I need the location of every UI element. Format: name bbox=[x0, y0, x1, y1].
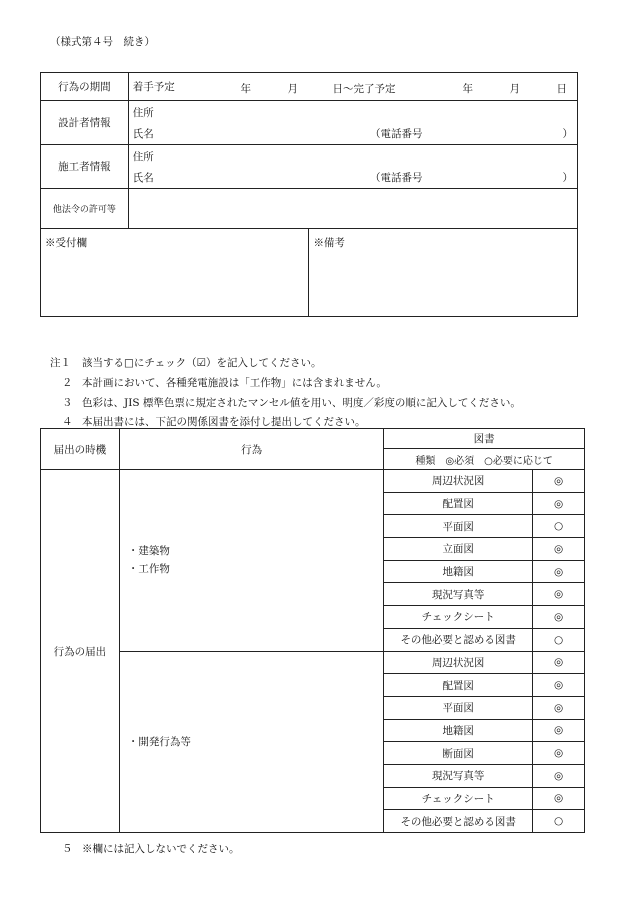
timing-header: 届出の時機 bbox=[41, 429, 120, 470]
doc-name: 立面図 bbox=[384, 538, 533, 561]
doc-row bbox=[41, 470, 585, 493]
doc-name: 現況写真等 bbox=[384, 764, 533, 787]
act-cell bbox=[119, 651, 383, 833]
documents-table bbox=[40, 428, 585, 833]
note-2: 本計画において、各種発電施設は「工作物」には含まれません。 bbox=[82, 377, 387, 389]
doc-name: その他必要と認める図書 bbox=[384, 628, 533, 651]
contractor-address: 住所 bbox=[132, 150, 154, 163]
doc-requirement-mark: ◎ bbox=[533, 560, 585, 583]
doc-requirement-mark: ○ bbox=[533, 628, 585, 651]
month-label: 月 bbox=[287, 82, 298, 95]
kind-header: 種類 ◎必須 ○必要に応じて bbox=[384, 449, 585, 470]
year-label: 年 bbox=[240, 82, 251, 95]
year2-label: 年 bbox=[462, 82, 473, 95]
other-law-field[interactable] bbox=[128, 189, 577, 229]
designer-address: 住所 bbox=[132, 106, 154, 119]
reception-box bbox=[41, 229, 309, 317]
contractor-phone: （電話番号 bbox=[370, 171, 423, 184]
designer-name: 氏名 bbox=[132, 127, 154, 140]
day2-label: 日 bbox=[556, 82, 567, 95]
designer-field[interactable] bbox=[128, 101, 577, 145]
designer-label: 設計者情報 bbox=[41, 101, 129, 145]
doc-requirement-mark: ○ bbox=[533, 810, 585, 833]
period-row bbox=[41, 73, 578, 101]
period-label: 行為の期間 bbox=[41, 73, 129, 101]
form-header: （様式第４号 続き） bbox=[50, 36, 155, 48]
remarks-box bbox=[309, 229, 578, 317]
note-4: 本届出書には、下記の関係図書を添付し提出してください。 bbox=[82, 416, 366, 428]
doc-name: 周辺状況図 bbox=[384, 651, 533, 674]
doc-requirement-mark: ◎ bbox=[533, 696, 585, 719]
doc-name: 断面図 bbox=[384, 742, 533, 765]
doc-requirement-mark: ◎ bbox=[533, 742, 585, 765]
doc-name: チェックシート bbox=[384, 606, 533, 629]
doc-name: 地籍図 bbox=[384, 560, 533, 583]
act-header: 行為 bbox=[119, 429, 383, 470]
doc-row bbox=[41, 651, 585, 674]
doc-requirement-mark: ◎ bbox=[533, 674, 585, 697]
note-3: 色彩は、JIS 標準色票に規定されたマンセル値を用い、明度／彩度の順に記入してください。 bbox=[82, 397, 521, 409]
remarks-label: ※備考 bbox=[313, 237, 345, 249]
period-field[interactable] bbox=[128, 73, 577, 101]
doc-name: 平面図 bbox=[384, 696, 533, 719]
doc-requirement-mark: ◎ bbox=[533, 719, 585, 742]
act-item: ・工作物 bbox=[127, 563, 170, 576]
docs-header: 図書 bbox=[384, 429, 585, 449]
note-5: ※欄には記入しないでください。 bbox=[82, 843, 240, 855]
doc-requirement-mark: ◎ bbox=[533, 787, 585, 810]
act-cell bbox=[119, 470, 383, 652]
contractor-field[interactable] bbox=[128, 145, 577, 189]
doc-name: その他必要と認める図書 bbox=[384, 810, 533, 833]
timing-cell: 行為の届出 bbox=[41, 470, 120, 833]
contractor-label: 施工者情報 bbox=[41, 145, 129, 189]
reception-label: ※受付欄 bbox=[45, 237, 87, 249]
doc-name: 配置図 bbox=[384, 674, 533, 697]
doc-name: 平面図 bbox=[384, 515, 533, 538]
doc-requirement-mark: ◎ bbox=[533, 538, 585, 561]
act-item: ・建築物 bbox=[127, 545, 170, 558]
doc-name: 配置図 bbox=[384, 492, 533, 515]
doc-name: 現況写真等 bbox=[384, 583, 533, 606]
doc-name: 周辺状況図 bbox=[384, 470, 533, 493]
designer-row bbox=[41, 101, 578, 145]
note-1-num: 注１ bbox=[50, 357, 71, 369]
contractor-phone-close: ） bbox=[562, 171, 573, 184]
doc-name: チェックシート bbox=[384, 787, 533, 810]
doc-requirement-mark: ◎ bbox=[533, 583, 585, 606]
designer-phone-close: ） bbox=[562, 127, 573, 140]
reception-row bbox=[41, 229, 578, 317]
note-4-num: ４ bbox=[62, 416, 73, 428]
act-item: ・開発行為等 bbox=[127, 735, 191, 748]
doc-name: 地籍図 bbox=[384, 719, 533, 742]
doc-requirement-mark: ◎ bbox=[533, 764, 585, 787]
start-label: 着手予定 bbox=[132, 81, 175, 93]
note-5-num: ５ bbox=[62, 843, 73, 855]
contractor-name: 氏名 bbox=[132, 171, 154, 184]
doc-requirement-mark: ◎ bbox=[533, 606, 585, 629]
application-form-table bbox=[40, 72, 578, 317]
other-law-label: 他法令の許可等 bbox=[41, 189, 129, 229]
designer-phone: （電話番号 bbox=[370, 127, 423, 140]
contractor-row bbox=[41, 145, 578, 189]
month2-label: 月 bbox=[509, 82, 520, 95]
doc-requirement-mark: ○ bbox=[533, 515, 585, 538]
note-3-num: ３ bbox=[62, 397, 73, 409]
note-1: 該当する□にチェック（☑）を記入してください。 bbox=[82, 357, 322, 369]
doc-requirement-mark: ◎ bbox=[533, 492, 585, 515]
doc-requirement-mark: ◎ bbox=[533, 470, 585, 493]
other-law-row bbox=[41, 189, 578, 229]
doc-requirement-mark: ◎ bbox=[533, 651, 585, 674]
day-to-label: 日～完了予定 bbox=[332, 82, 396, 95]
note-2-num: ２ bbox=[62, 377, 73, 389]
